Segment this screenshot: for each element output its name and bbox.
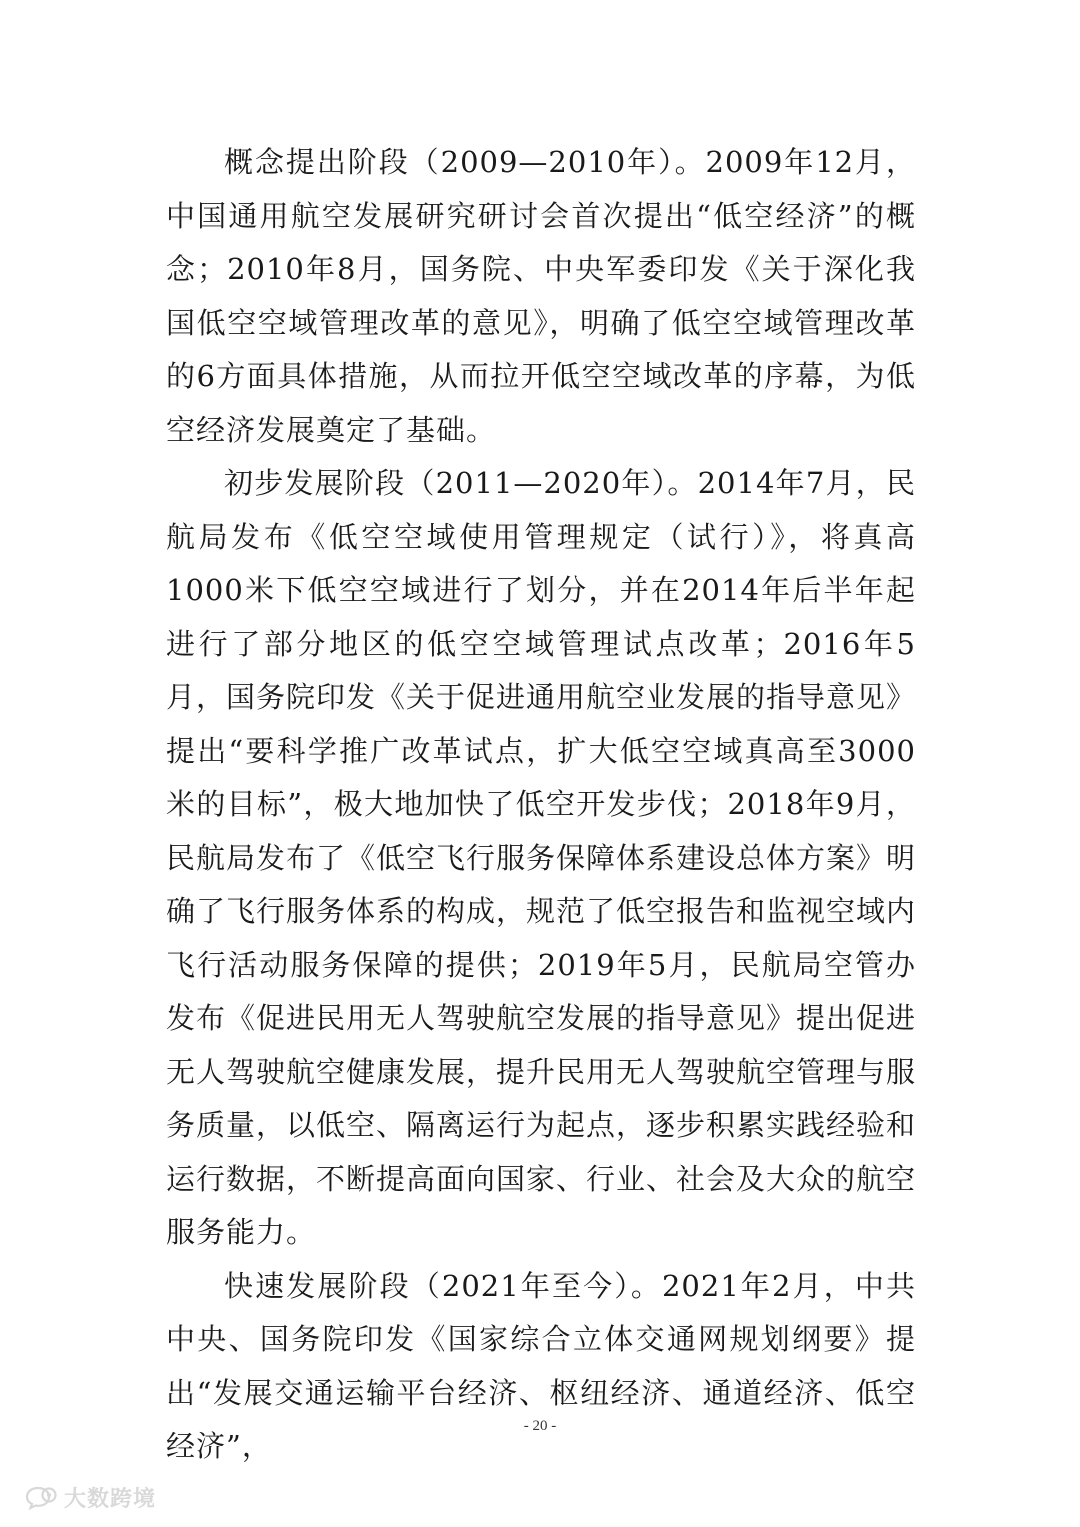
watermark-text: 大数跨境: [64, 1487, 157, 1512]
document-body: [166, 136, 916, 1474]
chat-bubble-logo-icon: [24, 1485, 58, 1511]
paragraph-initial-development-stage: 初步发展阶段（2011—2020年）。2014年7月，民航局发布《低空空域使用管理规定（试行）》，将真高1000米下低空空域进行了划分，并在2014年后半年起进行了部分地区的低空空域管理试点改革；2016年5月，国务院印发《关于促进通用航空业发展的指导意见》提出“要科学推广改革试点，扩大低空空域真高至3000米的目标”，极大地加快了低空开发步伐；2018年9月，民航局发布了《低空飞行服务保障体系建设总体方案》明确了飞行服务体系的构成，规范了低空报告和监视空域内飞行活动服务保障的提供；2019年5月，民航局空管办发布《促进民用无人驾驶航空发展的指导意见》提出促进无人驾驶航空健康发展，提升民用无人驾驶航空管理与服务质量，以低空、隔离运行为起点，逐步积累实践经验和运行数据，不断提高面向国家、行业、社会及大众的航空服务能力。: [166, 466, 917, 1249]
watermark: [24, 1482, 156, 1513]
paragraph-concept-stage: 概念提出阶段（2009—2010年）。2009年12月，中国通用航空发展研究研讨会首次提出“低空经济”的概念；2010年8月，国务院、中央军委印发《关于深化我国低空空域管理改革的意见》，明确了低空空域管理改革的6方面具体措施，从而拉开低空空域改革的序幕，为低空经济发展奠定了基础。: [166, 145, 916, 447]
paragraph-rapid-development-stage: 快速发展阶段（2021年至今）。2021年2月，中共中央、国务院印发《国家综合立体交通网规划纲要》提出“发展交通运输平台经济、枢纽经济、通道经济、低空经济”，: [166, 1268, 916, 1463]
page-number: - 20 -: [523, 1418, 557, 1434]
